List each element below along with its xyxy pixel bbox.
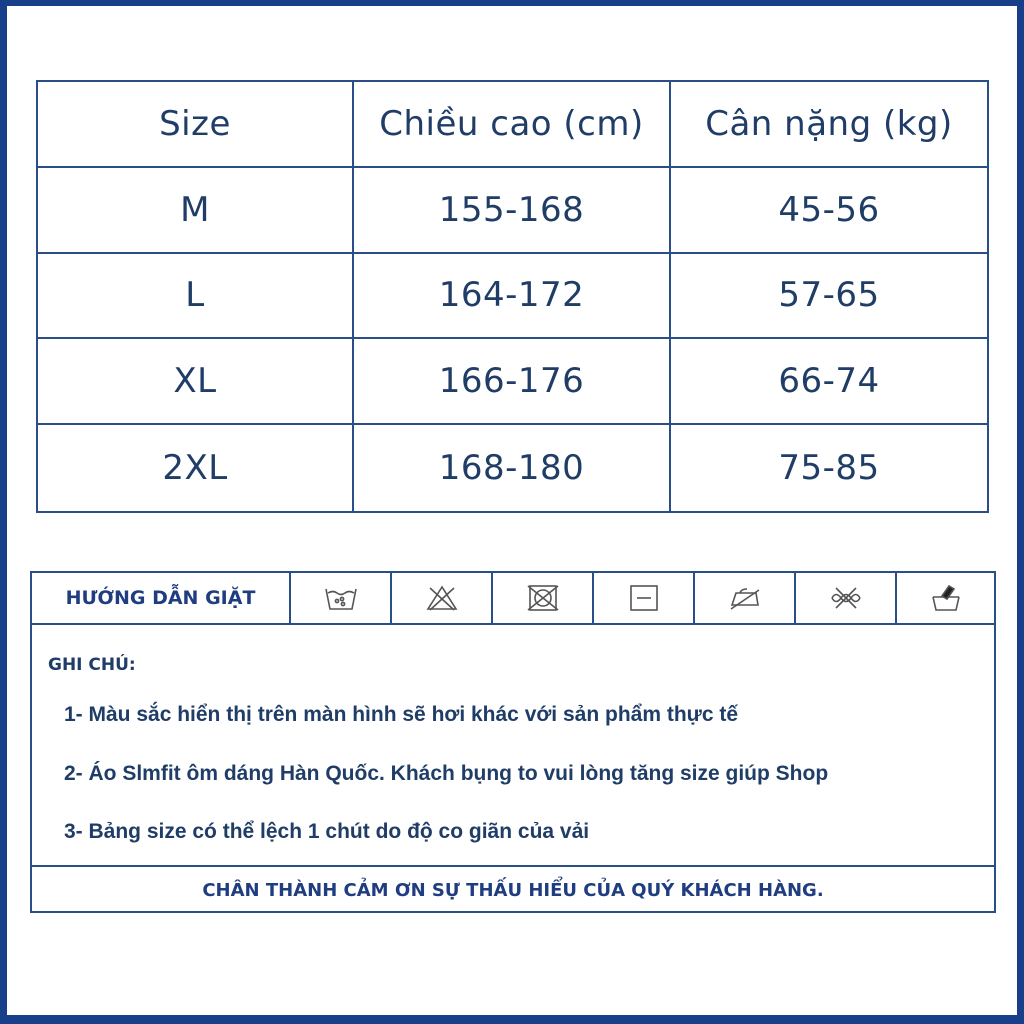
height-cell: 166-176 (354, 339, 671, 425)
note-item: 2- Áo Slmfit ôm dáng Hàn Quốc. Khách bụng to vui lòng tăng size giúp Shop (64, 762, 829, 785)
size-cell: M (38, 168, 354, 254)
weight-cell: 66-74 (671, 339, 987, 425)
size-cell: L (38, 254, 354, 340)
note-item: 3- Bảng size có thể lệch 1 chút do độ co giãn của vải (64, 820, 590, 843)
weight-cell: 75-85 (778, 448, 880, 489)
no-bleach-icon (392, 573, 493, 623)
size-cell: XL (38, 339, 354, 425)
no-wring-icon (796, 573, 897, 623)
header-weight: Cân nặng (kg) (671, 82, 987, 168)
height-cell: 155-168 (354, 168, 671, 254)
hand-wash-icon (291, 573, 392, 623)
weight-cell: 45-56 (671, 168, 987, 254)
low-iron-icon (695, 573, 796, 623)
thanks-message: CHÂN THÀNH CẢM ƠN SỰ THẤU HIỂU CỦA QUÝ KHÁCH HÀNG. (202, 879, 824, 901)
no-tumble-dry-icon (493, 573, 594, 623)
height-cell: 164-172 (354, 254, 671, 340)
wash-guide (30, 571, 996, 913)
notes-title: GHI CHÚ: (48, 655, 136, 675)
size-table (36, 80, 989, 513)
notes-section (32, 625, 994, 867)
hand-wash-basin-icon (897, 573, 994, 623)
size-cell: 2XL (38, 425, 354, 511)
flat-dry-icon (594, 573, 695, 623)
wash-guide-header (32, 573, 994, 625)
height-cell: 168-180 (354, 425, 671, 511)
wash-guide-title: HƯỚNG DẪN GIẶT (32, 573, 291, 623)
note-item: 1- Màu sắc hiển thị trên màn hình sẽ hơi khác với sản phẩm thực tế (64, 703, 739, 726)
header-size: Size (38, 82, 354, 168)
weight-cell: 57-65 (671, 254, 987, 340)
header-height: Chiều cao (cm) (354, 82, 671, 168)
